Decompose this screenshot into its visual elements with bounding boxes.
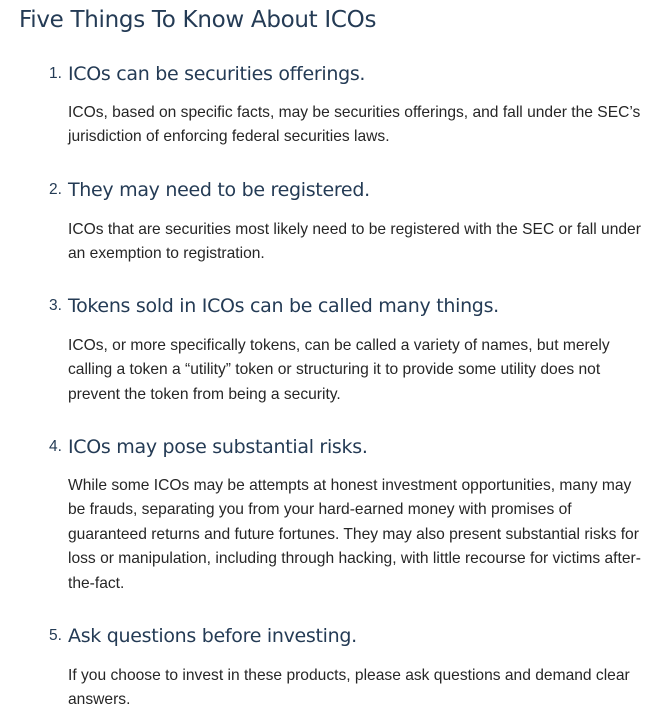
item-body: ICOs, based on specific facts, may be securities offerings, and fall under the SEC’s jurisdiction of enforcing federal securities laws. (68, 104, 641, 146)
item-body: ICOs that are securities most likely need to be registered with the SEC or fall under an exemption to registration. (68, 221, 641, 263)
page-title: Five Things To Know About ICOs (19, 7, 377, 33)
item-number: 3. (49, 297, 62, 314)
item-heading: ICOs can be securities offerings. (68, 63, 366, 85)
item-number: 4. (49, 438, 62, 455)
item-number: 5. (49, 627, 62, 644)
item-number: 2. (49, 181, 62, 198)
item-body: While some ICOs may be attempts at honest investment opportunities, many may be frauds, separating you from your hard-earned money with promises of guaranteed returns and future fortunes. They may also present substantial risks for loss or manipulation, including through hacking, with little recourse for victims after-the-fact. (68, 477, 641, 592)
item-heading: They may need to be registered. (68, 179, 370, 201)
item-number: 1. (49, 65, 62, 82)
item-body: If you choose to invest in these products, please ask questions and demand clear answers. (68, 667, 630, 709)
item-heading: ICOs may pose substantial risks. (68, 436, 368, 458)
item-heading: Tokens sold in ICOs can be called many things. (68, 295, 499, 317)
item-heading: Ask questions before investing. (68, 625, 357, 647)
item-body: ICOs, or more specifically tokens, can be called a variety of names, but merely calling a token a “utility” token or structuring it to provide some utility does not prevent the token from being a security. (68, 337, 610, 403)
